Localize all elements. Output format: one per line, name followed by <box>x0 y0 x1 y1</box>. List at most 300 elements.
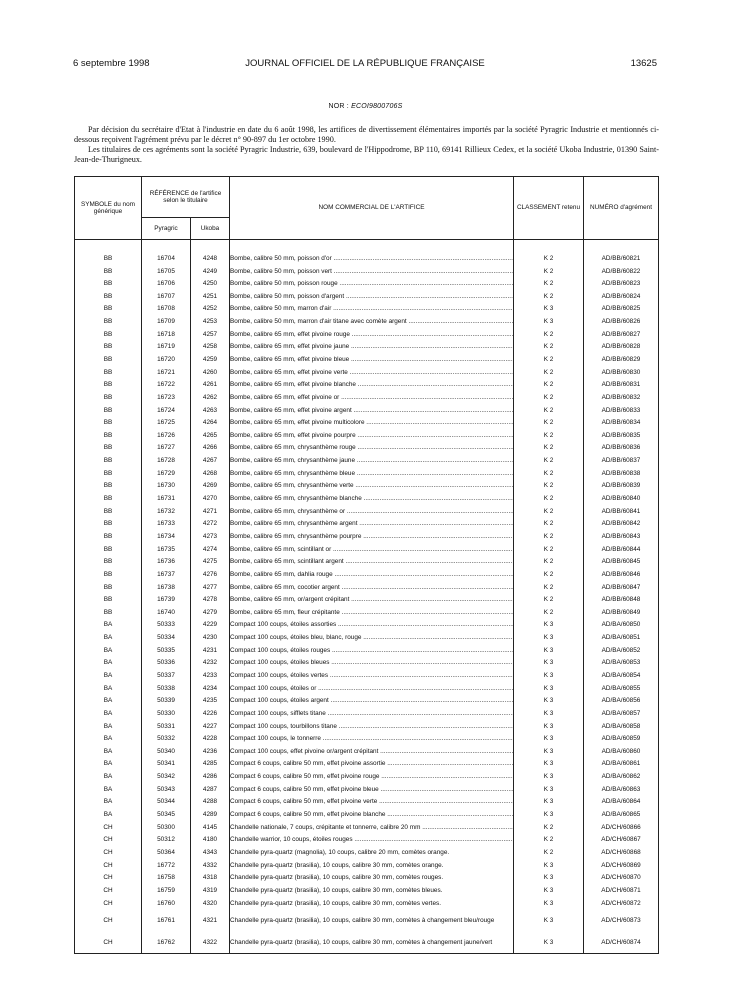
symbol-cell-text: BB <box>103 318 113 326</box>
classification-cell-text: K 3 <box>543 672 554 679</box>
symbol-cell <box>75 492 142 505</box>
classification-cell-text: K 2 <box>543 292 554 300</box>
pyragric-ref-cell <box>142 505 191 518</box>
commercial-name-cell <box>230 669 514 682</box>
pyragric-ref-cell-text: 16736 <box>157 558 175 566</box>
pyragric-ref-cell <box>142 770 191 783</box>
commercial-name-cell-text: Compact 100 coups, étoiles argent ..... <box>230 697 514 704</box>
pyragric-ref-cell-text: 16760 <box>157 899 175 907</box>
pyragric-ref-cell <box>142 556 191 569</box>
classification-cell <box>514 353 584 366</box>
table-row <box>75 606 659 619</box>
table-row <box>75 467 659 480</box>
ukoba-ref-cell-text: 4229 <box>202 621 218 629</box>
pyragric-ref-cell-text: 16722 <box>157 381 175 389</box>
classification-cell-text: K 2 <box>543 558 554 566</box>
commercial-name-cell <box>230 518 514 531</box>
table-row <box>75 265 659 278</box>
symbol-cell <box>75 379 142 392</box>
pyragric-ref-cell <box>142 416 191 429</box>
pyragric-ref-cell-text: 50336 <box>157 659 175 667</box>
symbol-cell-text: CH <box>103 938 113 946</box>
pyragric-ref-cell-text: 16707 <box>157 292 175 300</box>
commercial-name-cell-text: Bombe, calibre 65 mm, chrysanthème blanche ..... <box>230 495 514 502</box>
classification-cell <box>514 808 584 821</box>
symbol-cell-text: BA <box>103 684 113 692</box>
pyragric-ref-cell <box>142 593 191 606</box>
pyragric-ref-cell-text: 16758 <box>157 874 175 882</box>
approval-number-cell <box>584 821 659 834</box>
approval-number-cell-text: AD/BB/60835 <box>601 431 641 439</box>
pyragric-ref-cell <box>142 909 191 931</box>
pyragric-ref-cell-text: 16725 <box>157 419 175 427</box>
approval-number-cell <box>584 872 659 885</box>
symbol-cell <box>75 859 142 872</box>
classification-cell <box>514 303 584 316</box>
ukoba-ref-cell <box>191 846 230 859</box>
ukoba-ref-cell-text: 4253 <box>202 318 218 326</box>
symbol-cell <box>75 897 142 910</box>
table-row <box>75 720 659 733</box>
pyragric-ref-cell <box>142 758 191 771</box>
table-row <box>75 454 659 467</box>
commercial-name-cell <box>230 429 514 442</box>
symbol-cell <box>75 657 142 670</box>
pyragric-ref-cell-text: 50300 <box>157 823 175 831</box>
table-row <box>75 429 659 442</box>
ukoba-ref-cell <box>191 720 230 733</box>
ukoba-ref-cell-text: 4257 <box>202 330 218 338</box>
symbol-cell <box>75 518 142 531</box>
commercial-name-cell-text: Bombe, calibre 65 mm, effet pivoine pourpre ..... <box>230 432 514 439</box>
pyragric-ref-cell-text: 16706 <box>157 280 175 288</box>
pyragric-ref-cell <box>142 581 191 594</box>
symbol-cell-text: BB <box>103 330 113 338</box>
classification-cell <box>514 328 584 341</box>
approval-number-cell-text: AD/BB/60831 <box>601 381 641 389</box>
approval-number-cell <box>584 909 659 931</box>
symbol-cell <box>75 846 142 859</box>
commercial-name-cell <box>230 492 514 505</box>
ukoba-ref-cell <box>191 834 230 847</box>
approval-number-cell-text: AD/BA/60863 <box>601 785 641 793</box>
ukoba-ref-cell <box>191 657 230 670</box>
approval-number-cell-text: AD/BB/60832 <box>601 393 641 401</box>
ukoba-ref-cell-text: 4234 <box>202 684 218 692</box>
symbol-cell <box>75 619 142 632</box>
commercial-name-cell-text: Bombe, calibre 50 mm, poisson d'or ..... <box>230 255 514 262</box>
classification-cell <box>514 669 584 682</box>
classification-cell <box>514 796 584 809</box>
ukoba-ref-cell <box>191 467 230 480</box>
approval-number-cell <box>584 770 659 783</box>
approval-number-cell-text: AD/BA/60865 <box>601 811 641 819</box>
pyragric-ref-cell <box>142 606 191 619</box>
approval-number-cell <box>584 518 659 531</box>
nor-reference <box>0 103 731 110</box>
symbol-cell-text: BB <box>103 393 113 401</box>
commercial-name-cell <box>230 480 514 493</box>
table-row <box>75 593 659 606</box>
pyragric-ref-cell <box>142 315 191 328</box>
classification-cell <box>514 695 584 708</box>
commercial-name-cell-text: Chandelle nationale, 7 coups, crépitante et tonnerre, calibre 20 mm ..... <box>230 824 514 831</box>
symbol-cell-text: BB <box>103 431 113 439</box>
approval-number-cell <box>584 669 659 682</box>
header-numero: NUMÉRO d'agrément <box>584 177 659 240</box>
ukoba-ref-cell-text: 4321 <box>202 916 218 924</box>
commercial-name-cell <box>230 859 514 872</box>
classification-cell <box>514 556 584 569</box>
commercial-name-cell-text: Compact 6 coups, calibre 50 mm, effet pivoine assortie ..... <box>230 760 514 767</box>
commercial-name-cell <box>230 530 514 543</box>
commercial-name-cell <box>230 366 514 379</box>
symbol-cell <box>75 808 142 821</box>
approval-number-cell-text: AD/CH/60866 <box>601 823 641 831</box>
symbol-cell-text: BB <box>103 457 113 465</box>
commercial-name-cell-text: Bombe, calibre 65 mm, scintillant argent ..... <box>230 558 514 565</box>
classification-cell <box>514 707 584 720</box>
classification-cell <box>514 416 584 429</box>
commercial-name-cell-text: Bombe, calibre 65 mm, effet pivoine argent ..... <box>230 407 514 414</box>
approval-number-cell <box>584 808 659 821</box>
pyragric-ref-cell-text: 50330 <box>157 709 175 717</box>
approval-number-cell <box>584 720 659 733</box>
ukoba-ref-cell <box>191 758 230 771</box>
pyragric-ref-cell-text: 16759 <box>157 886 175 894</box>
approval-number-cell <box>584 252 659 265</box>
ukoba-ref-cell-text: 4322 <box>202 938 218 946</box>
symbol-cell-text: CH <box>103 861 113 869</box>
ukoba-ref-cell-text: 4288 <box>202 798 218 806</box>
commercial-name-cell-text: Bombe, calibre 65 mm, chrysanthème argent ..... <box>230 520 514 527</box>
commercial-name-cell <box>230 315 514 328</box>
table-row <box>75 492 659 505</box>
approval-number-cell-text: AD/BB/60837 <box>601 457 641 465</box>
ukoba-ref-cell <box>191 909 230 931</box>
ukoba-ref-cell <box>191 480 230 493</box>
table-row <box>75 669 659 682</box>
table-row <box>75 657 659 670</box>
symbol-cell-text: BB <box>103 570 113 578</box>
classification-cell <box>514 846 584 859</box>
ukoba-ref-cell-text: 4276 <box>202 570 218 578</box>
pyragric-ref-cell <box>142 821 191 834</box>
pyragric-ref-cell-text: 16738 <box>157 583 175 591</box>
ukoba-ref-cell <box>191 783 230 796</box>
ukoba-ref-cell-text: 4265 <box>202 431 218 439</box>
symbol-cell <box>75 366 142 379</box>
classification-cell-text: K 3 <box>543 709 554 717</box>
ukoba-ref-cell <box>191 252 230 265</box>
pyragric-ref-cell <box>142 846 191 859</box>
approval-number-cell <box>584 745 659 758</box>
symbol-cell <box>75 931 142 953</box>
classification-cell <box>514 834 584 847</box>
ukoba-ref-cell-text: 4277 <box>202 583 218 591</box>
symbol-cell-text: BB <box>103 469 113 477</box>
header-symbole: SYMBOLE du nom générique <box>75 177 142 240</box>
classification-cell-text: K 3 <box>543 318 554 326</box>
symbol-cell-text: BB <box>103 558 113 566</box>
approval-number-cell-text: AD/BA/60862 <box>601 773 641 781</box>
approval-number-cell-text: AD/BA/60851 <box>601 634 641 642</box>
pyragric-ref-cell <box>142 404 191 417</box>
classification-cell-text: K 3 <box>543 811 554 819</box>
classification-cell <box>514 530 584 543</box>
approval-number-cell-text: AD/BA/60858 <box>601 722 641 730</box>
approval-number-cell-text: AD/BB/60839 <box>601 482 641 490</box>
ukoba-ref-cell-text: 4273 <box>202 532 218 540</box>
pyragric-ref-cell <box>142 543 191 556</box>
header-classement: CLASSEMENT retenu <box>514 177 584 240</box>
header-reference: RÉFÉRENCE de l'artifice selon le titulaire <box>142 177 230 218</box>
approval-number-cell-text: AD/CH/60869 <box>601 861 641 869</box>
commercial-name-cell-text: Bombe, calibre 65 mm, chrysanthème pourpre ..... <box>230 533 514 540</box>
approval-number-cell-text: AD/BB/60825 <box>601 305 641 313</box>
symbol-cell <box>75 467 142 480</box>
table-row <box>75 328 659 341</box>
symbol-cell-text: BB <box>103 608 113 616</box>
table-row <box>75 707 659 720</box>
commercial-name-cell <box>230 265 514 278</box>
symbol-cell-text: CH <box>103 916 113 924</box>
commercial-name-cell <box>230 808 514 821</box>
pyragric-ref-cell-text: 50332 <box>157 735 175 743</box>
commercial-name-cell <box>230 290 514 303</box>
classification-cell-text: K 2 <box>543 583 554 591</box>
commercial-name-cell-text: Bombe, calibre 65 mm, dahlia rouge ..... <box>230 571 514 578</box>
symbol-cell <box>75 303 142 316</box>
commercial-name-cell <box>230 505 514 518</box>
commercial-name-cell-text: Bombe, calibre 65 mm, chrysanthème verte ..... <box>230 482 514 489</box>
ukoba-ref-cell <box>191 821 230 834</box>
pyragric-ref-cell <box>142 720 191 733</box>
pyragric-ref-cell <box>142 619 191 632</box>
symbol-cell <box>75 606 142 619</box>
pyragric-ref-cell-text: 16723 <box>157 393 175 401</box>
approval-number-cell-text: AD/CH/60872 <box>601 899 641 907</box>
approval-number-cell <box>584 707 659 720</box>
commercial-name-cell <box>230 303 514 316</box>
ukoba-ref-cell-text: 4279 <box>202 608 218 616</box>
symbol-cell-text: BB <box>103 520 113 528</box>
commercial-name-cell-text: Compact 100 coups, tourbillons titane ..... <box>230 723 514 730</box>
classification-cell <box>514 619 584 632</box>
classification-cell <box>514 277 584 290</box>
table-row <box>75 872 659 885</box>
table-row <box>75 303 659 316</box>
pyragric-ref-cell-text: 16709 <box>157 318 175 326</box>
commercial-name-cell <box>230 416 514 429</box>
decision-text <box>74 125 659 165</box>
table-row <box>75 568 659 581</box>
classification-cell-text: K 2 <box>543 343 554 351</box>
classification-cell-text: K 3 <box>543 735 554 743</box>
ukoba-ref-cell <box>191 505 230 518</box>
commercial-name-cell-text: Bombe, calibre 65 mm, chrysanthème jaune ..... <box>230 457 514 464</box>
commercial-name-cell-text: Bombe, calibre 65 mm, effet pivoine rouge ..... <box>230 331 514 338</box>
classification-cell <box>514 821 584 834</box>
symbol-cell <box>75 265 142 278</box>
ukoba-ref-cell-text: 4318 <box>202 874 218 882</box>
symbol-cell-text: BA <box>103 735 113 743</box>
ukoba-ref-cell <box>191 682 230 695</box>
pyragric-ref-cell-text: 16718 <box>157 330 175 338</box>
approval-number-cell <box>584 467 659 480</box>
classification-cell <box>514 518 584 531</box>
symbol-cell <box>75 783 142 796</box>
classification-cell-text: K 2 <box>543 406 554 414</box>
commercial-name-cell <box>230 931 514 953</box>
pyragric-ref-cell <box>142 834 191 847</box>
symbol-cell <box>75 341 142 354</box>
ukoba-ref-cell-text: 4227 <box>202 722 218 730</box>
table-row <box>75 505 659 518</box>
ukoba-ref-cell <box>191 593 230 606</box>
symbol-cell <box>75 909 142 931</box>
ukoba-ref-cell-text: 4278 <box>202 596 218 604</box>
ukoba-ref-cell <box>191 379 230 392</box>
approval-number-cell <box>584 416 659 429</box>
approval-number-cell <box>584 315 659 328</box>
approval-number-cell-text: AD/BA/60860 <box>601 747 641 755</box>
pyragric-ref-cell-text: 16719 <box>157 343 175 351</box>
symbol-cell-text: BA <box>103 798 113 806</box>
pyragric-ref-cell-text: 50364 <box>157 848 175 856</box>
symbol-cell-text: BB <box>103 419 113 427</box>
ukoba-ref-cell-text: 4226 <box>202 709 218 717</box>
table-row <box>75 379 659 392</box>
pyragric-ref-cell-text: 50312 <box>157 836 175 844</box>
approval-number-cell <box>584 404 659 417</box>
symbol-cell-text: BA <box>103 634 113 642</box>
ukoba-ref-cell-text: 4287 <box>202 785 218 793</box>
pyragric-ref-cell-text: 16734 <box>157 532 175 540</box>
classification-cell <box>514 631 584 644</box>
pyragric-ref-cell-text: 16731 <box>157 495 175 503</box>
table-row <box>75 695 659 708</box>
symbol-cell-text: BA <box>103 747 113 755</box>
symbol-cell <box>75 315 142 328</box>
approval-number-cell-text: AD/BB/60838 <box>601 469 641 477</box>
commercial-name-cell-text: Bombe, calibre 65 mm, scintillant or ..... <box>230 546 514 553</box>
commercial-name-cell <box>230 644 514 657</box>
classification-cell-text: K 3 <box>543 621 554 629</box>
approval-number-cell <box>584 631 659 644</box>
ukoba-ref-cell-text: 4275 <box>202 558 218 566</box>
classification-cell <box>514 543 584 556</box>
commercial-name-cell-text: Chandelle pyra-quartz (brasilia), 10 coups, calibre 30 mm, comètes à changement jaune/vert <box>230 938 493 946</box>
symbol-cell-text: BB <box>103 254 113 262</box>
approval-number-cell-text: AD/BB/60842 <box>601 520 641 528</box>
table-row <box>75 732 659 745</box>
pyragric-ref-cell-text: 16762 <box>157 938 175 946</box>
commercial-name-cell-text: Bombe, calibre 50 mm, marron d'air ..... <box>230 305 514 312</box>
commercial-name-cell-text: Compact 6 coups, calibre 50 mm, effet pivoine verte ..... <box>230 798 514 805</box>
commercial-name-cell-text: Bombe, calibre 65 mm, effet pivoine bleue ..... <box>230 356 514 363</box>
symbol-cell-text: BA <box>103 646 113 654</box>
table-row <box>75 277 659 290</box>
approval-number-cell <box>584 480 659 493</box>
commercial-name-cell-text: Compact 100 coups, étoiles or ..... <box>230 685 514 692</box>
classification-cell-text: K 3 <box>543 659 554 667</box>
pyragric-ref-cell <box>142 732 191 745</box>
approval-number-cell <box>584 897 659 910</box>
commercial-name-cell <box>230 770 514 783</box>
pyragric-ref-cell <box>142 252 191 265</box>
classification-cell-text: K 2 <box>543 431 554 439</box>
commercial-name-cell <box>230 846 514 859</box>
approval-number-cell <box>584 783 659 796</box>
ukoba-ref-cell-text: 4259 <box>202 355 218 363</box>
classification-cell <box>514 783 584 796</box>
pyragric-ref-cell-text: 16729 <box>157 469 175 477</box>
pyragric-ref-cell <box>142 429 191 442</box>
symbol-cell <box>75 290 142 303</box>
pyragric-ref-cell-text: 50342 <box>157 773 175 781</box>
table-row <box>75 745 659 758</box>
classification-cell-text: K 2 <box>543 570 554 578</box>
classification-cell-text: K 3 <box>543 886 554 894</box>
pyragric-ref-cell-text: 50339 <box>157 697 175 705</box>
classification-cell <box>514 505 584 518</box>
pyragric-ref-cell <box>142 745 191 758</box>
table-row <box>75 391 659 404</box>
classification-cell <box>514 341 584 354</box>
ukoba-ref-cell <box>191 265 230 278</box>
commercial-name-cell <box>230 341 514 354</box>
symbol-cell-text: BA <box>103 811 113 819</box>
commercial-name-cell <box>230 593 514 606</box>
ukoba-ref-cell <box>191 442 230 455</box>
table-row <box>75 631 659 644</box>
approval-number-cell <box>584 593 659 606</box>
ukoba-ref-cell-text: 4289 <box>202 811 218 819</box>
classification-cell-text: K 2 <box>543 368 554 376</box>
classification-cell-text: K 3 <box>543 747 554 755</box>
commercial-name-cell-text: Bombe, calibre 65 mm, fleur crépitante ..... <box>230 609 514 616</box>
classification-cell <box>514 581 584 594</box>
symbol-cell-text: CH <box>103 836 113 844</box>
pyragric-ref-cell <box>142 897 191 910</box>
pyragric-ref-cell <box>142 859 191 872</box>
table-row <box>75 931 659 953</box>
symbol-cell <box>75 543 142 556</box>
approval-number-cell-text: AD/BA/60853 <box>601 659 641 667</box>
ukoba-ref-cell-text: 4233 <box>202 672 218 679</box>
commercial-name-cell-text: Bombe, calibre 65 mm, cocotier argent ..... <box>230 584 514 591</box>
classification-cell-text: K 2 <box>543 482 554 490</box>
ukoba-ref-cell-text: 4258 <box>202 343 218 351</box>
approval-number-cell-text: AD/BA/60859 <box>601 735 641 743</box>
commercial-name-cell <box>230 657 514 670</box>
commercial-name-cell <box>230 568 514 581</box>
approval-number-cell-text: AD/BB/60840 <box>601 495 641 503</box>
approval-number-cell <box>584 379 659 392</box>
commercial-name-cell-text: Bombe, calibre 65 mm, effet pivoine blanche ..... <box>230 381 514 388</box>
commercial-name-cell-text: Bombe, calibre 65 mm, effet pivoine jaune ..... <box>230 343 514 350</box>
ukoba-ref-cell <box>191 290 230 303</box>
approval-number-cell <box>584 695 659 708</box>
approval-number-cell <box>584 366 659 379</box>
pyragric-ref-cell-text: 16730 <box>157 482 175 490</box>
symbol-cell <box>75 758 142 771</box>
table-row <box>75 290 659 303</box>
symbol-cell <box>75 556 142 569</box>
symbol-cell <box>75 834 142 847</box>
commercial-name-cell-text: Chandelle pyra-quartz (brasilia), 10 coups, calibre 30 mm, comètes bleues. <box>230 886 443 894</box>
